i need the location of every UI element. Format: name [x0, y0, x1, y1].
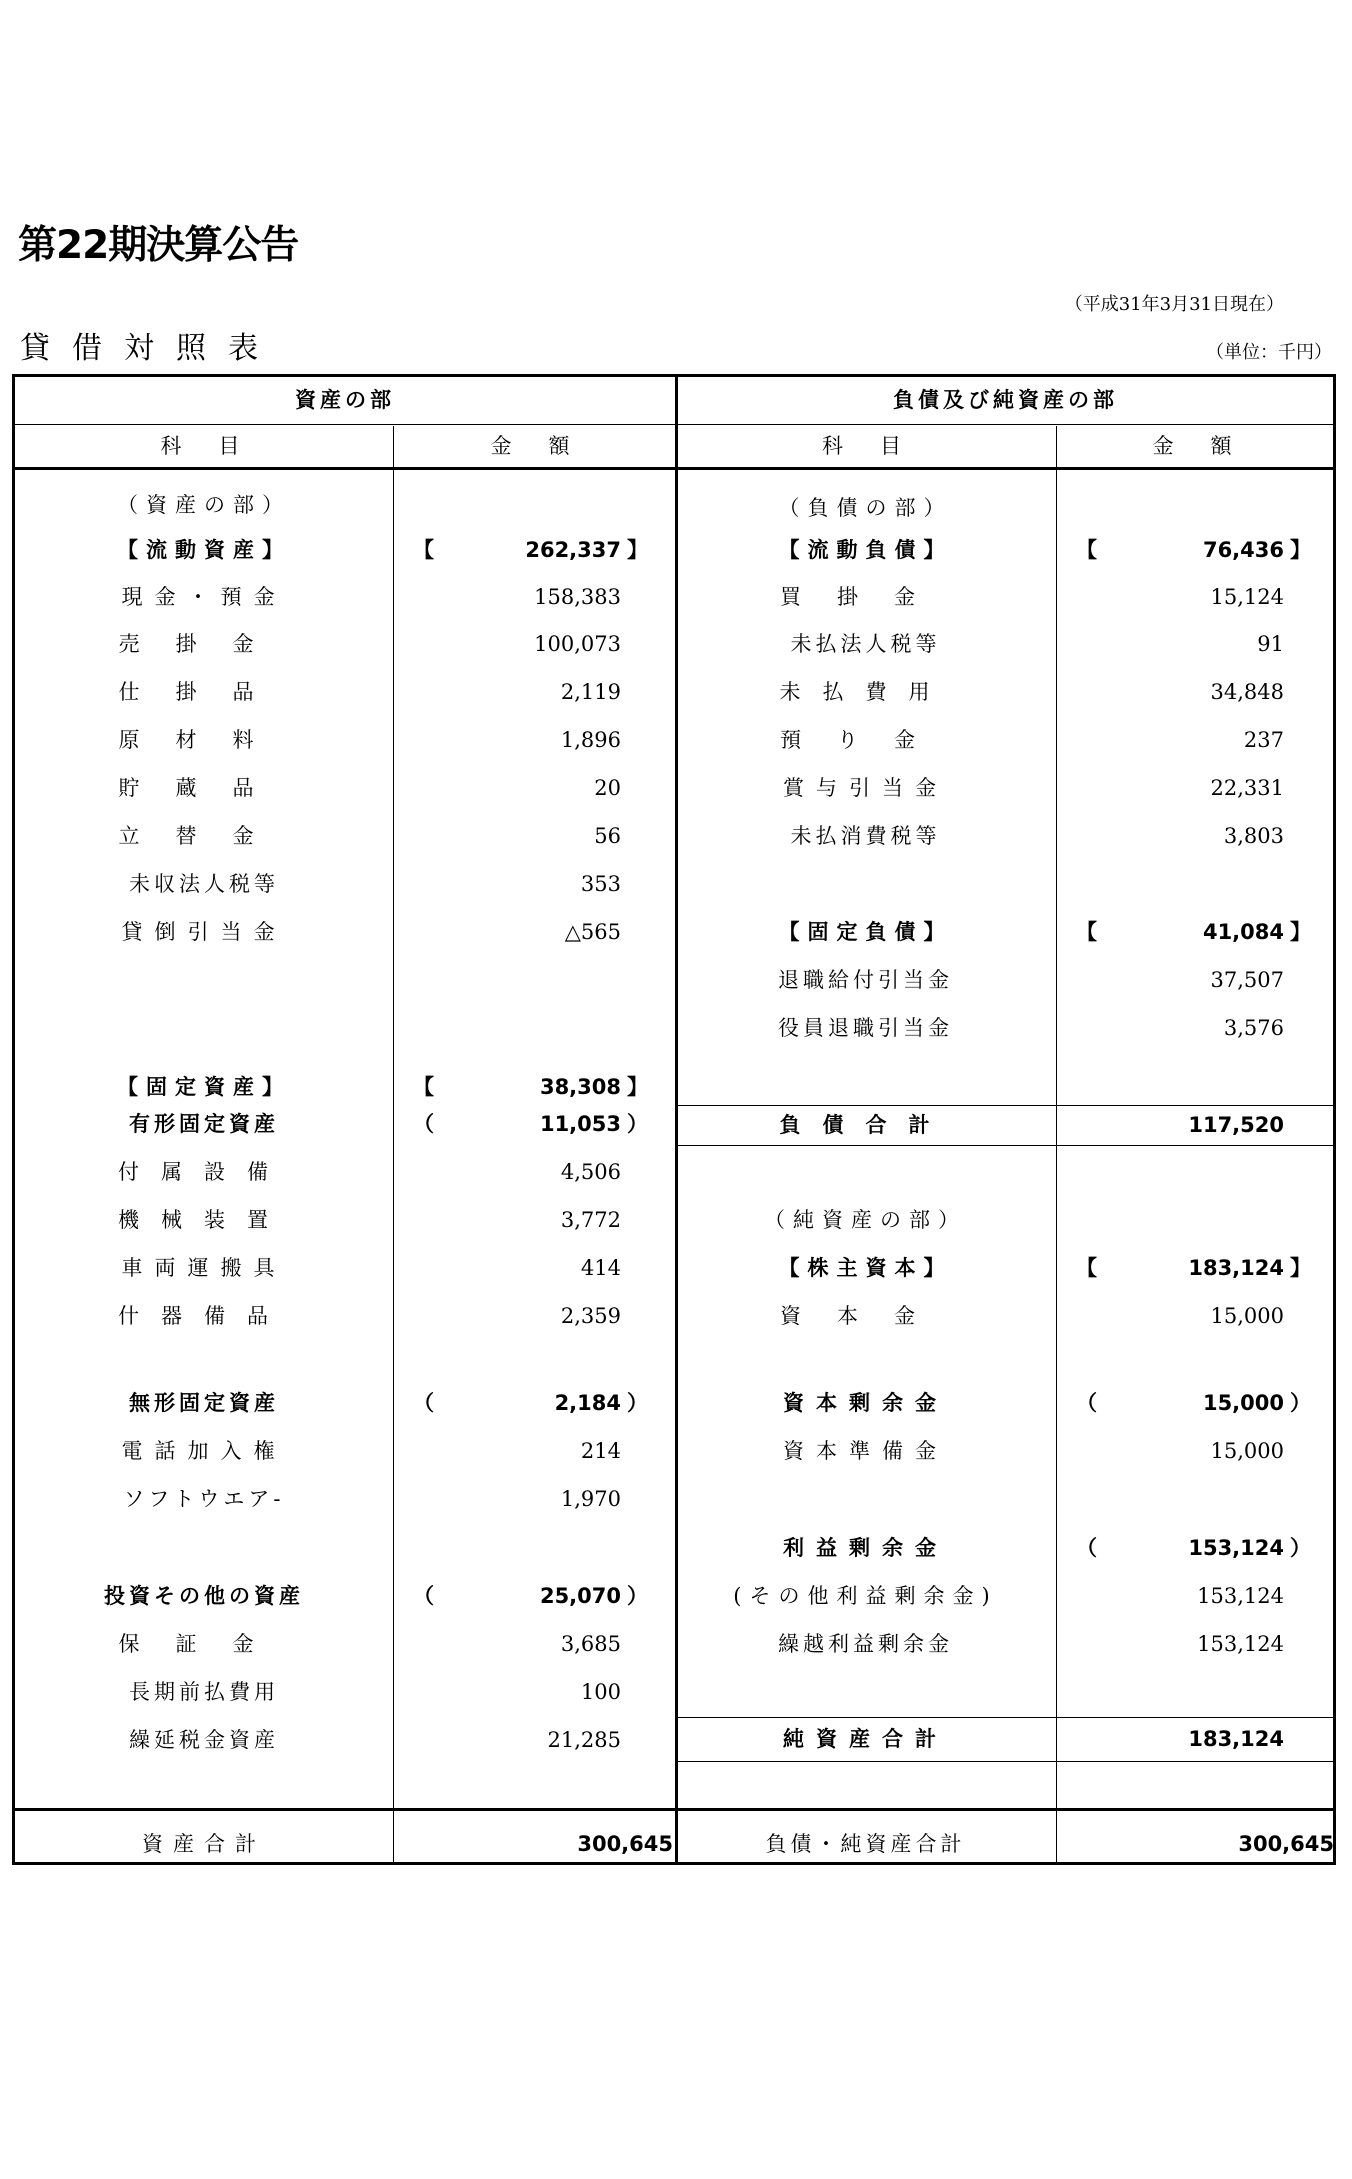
right-row-bracket-close: 】 — [1290, 1256, 1311, 1280]
right-row-bracket-open: （ — [1076, 1536, 1097, 1560]
total-liab-equity-value: 300,645 — [1238, 1832, 1334, 1856]
right-row-value: 41,084 — [1202, 920, 1284, 944]
right-row-value: 3,576 — [1223, 1016, 1284, 1040]
left-row-label: 付属設備 — [118, 1160, 290, 1184]
left-row-value: 38,308 — [539, 1075, 621, 1099]
liabilities-section-header: 負債及び純資産の部 — [893, 388, 1118, 412]
left-row-label: 【流動資産】 — [117, 538, 291, 562]
left-row-label: 投資その他の資産 — [104, 1584, 304, 1608]
balance-sheet-table — [12, 374, 1336, 1865]
left-row-bracket-close: ） — [627, 1584, 648, 1608]
right-row-value: 153,124 — [1188, 1536, 1284, 1560]
left-row-label: 電話加入権 — [121, 1439, 287, 1463]
right-row-value: 153,124 — [1197, 1632, 1284, 1656]
left-row-value: 2,359 — [560, 1304, 621, 1328]
left-row-label: 機械装置 — [118, 1208, 290, 1232]
left-row-label: 保証金 — [118, 1632, 290, 1656]
left-row-value: 25,070 — [539, 1584, 621, 1608]
right-row-label: 退職給付引当金 — [778, 968, 953, 992]
left-row-value: 262,337 — [525, 538, 621, 562]
right-row-label: 【株主資本】 — [778, 1256, 953, 1280]
left-row-label: 車両運搬具 — [121, 1256, 287, 1280]
right-row-bracket-close: 】 — [1290, 920, 1311, 944]
left-row-label: 未収法人税等 — [129, 872, 279, 896]
right-row-bracket-open: 【 — [1076, 538, 1097, 562]
right-row-label: (その他利益剰余金) — [733, 1584, 998, 1608]
right-row-label: 【固定負債】 — [778, 920, 953, 944]
right-row-label: 繰越利益剰余金 — [778, 1632, 953, 1656]
right-row-value: 15,000 — [1202, 1391, 1284, 1415]
right-row-label: 預り金 — [780, 728, 951, 752]
left-row-label: 貸倒引当金 — [121, 920, 287, 944]
right-row-label: 純資産合計 — [783, 1727, 948, 1751]
right-row-value: 76,436 — [1202, 538, 1284, 562]
right-row-bracket-close: ） — [1290, 1536, 1311, 1560]
left-row-value: 1,970 — [560, 1487, 621, 1511]
right-row-value: 91 — [1257, 632, 1284, 656]
right-row-bracket-close: ） — [1290, 1391, 1311, 1415]
left-row-bracket-open: 【 — [413, 538, 434, 562]
right-amount-header: 金 額 — [1152, 434, 1240, 458]
left-row-value: 20 — [594, 776, 621, 800]
right-row-bracket-open: 【 — [1076, 920, 1097, 944]
total-liab-equity-label: 負債・純資産合計 — [765, 1832, 966, 1856]
left-row-bracket-close: 】 — [627, 538, 648, 562]
right-row-value: 183,124 — [1188, 1256, 1284, 1280]
left-row-bracket-close: ） — [627, 1391, 648, 1415]
left-row-bracket-close: ） — [627, 1112, 648, 1136]
left-row-label: 現金・預金 — [121, 585, 287, 609]
left-row-label: 長期前払費用 — [129, 1680, 279, 1704]
right-row-label: （純資産の部） — [764, 1208, 967, 1232]
total-assets-label: 資産合計 — [142, 1832, 266, 1856]
right-row-bracket-open: （ — [1076, 1391, 1097, 1415]
assets-section-header: 資産の部 — [295, 388, 395, 412]
right-row-value: 15,000 — [1210, 1439, 1284, 1463]
right-row-label: 負債合計 — [779, 1113, 952, 1137]
right-row-label: 【流動負債】 — [778, 538, 953, 562]
left-row-value: 1,896 — [560, 728, 621, 752]
left-row-bracket-open: 【 — [413, 1075, 434, 1099]
right-row-value: 15,000 — [1210, 1304, 1284, 1328]
right-row-value: 183,124 — [1188, 1727, 1284, 1751]
total-assets-value: 300,645 — [577, 1832, 673, 1856]
right-row-value: 3,803 — [1223, 824, 1284, 848]
left-row-label: 売掛金 — [118, 632, 290, 656]
left-row-label: 什器備品 — [118, 1304, 290, 1328]
left-row-value: 4,506 — [560, 1160, 621, 1184]
left-row-value: 414 — [580, 1256, 621, 1280]
right-row-value: 15,124 — [1210, 585, 1284, 609]
left-row-value: 100 — [580, 1680, 621, 1704]
left-row-value: 11,053 — [539, 1112, 621, 1136]
left-row-label: 【固定資産】 — [117, 1075, 291, 1099]
right-row-bracket-close: 】 — [1290, 538, 1311, 562]
right-row-value: 117,520 — [1188, 1113, 1284, 1137]
right-row-label: （負債の部） — [778, 496, 953, 520]
left-row-value: 158,383 — [534, 585, 621, 609]
right-row-label: 資本準備金 — [783, 1439, 948, 1463]
left-row-label: 有形固定資産 — [129, 1112, 279, 1136]
left-row-value: 2,184 — [554, 1391, 621, 1415]
document-subtitle: 貸借対照表 — [20, 331, 280, 366]
left-row-value: 56 — [594, 824, 621, 848]
left-row-label: 立替金 — [118, 824, 290, 848]
left-row-value: 100,073 — [534, 632, 621, 656]
left-row-bracket-open: （ — [413, 1584, 434, 1608]
right-row-bracket-open: 【 — [1076, 1256, 1097, 1280]
right-row-label: 未払費用 — [779, 680, 952, 704]
date-note: （平成31年3月31日現在） — [1064, 294, 1284, 315]
right-row-label: 資本剰余金 — [783, 1391, 948, 1415]
right-row-label: 資本金 — [780, 1304, 951, 1328]
right-row-value: 22,331 — [1210, 776, 1284, 800]
left-item-header: 科 目 — [160, 434, 248, 458]
left-row-bracket-open: （ — [413, 1112, 434, 1136]
left-row-label: 貯蔵品 — [118, 776, 290, 800]
left-row-value: 353 — [580, 872, 621, 896]
left-row-label: ソフトウエア- — [123, 1487, 285, 1511]
page-title: 第22期決算公告 — [18, 223, 299, 268]
unit-note: （単位：千円） — [1206, 342, 1332, 363]
right-row-value: 37,507 — [1210, 968, 1284, 992]
left-row-value: 21,285 — [547, 1728, 621, 1752]
left-row-label: 無形固定資産 — [129, 1391, 279, 1415]
right-row-label: 買掛金 — [780, 585, 951, 609]
left-row-value: 3,685 — [560, 1632, 621, 1656]
right-row-value: 237 — [1243, 728, 1284, 752]
left-row-bracket-close: 】 — [627, 1075, 648, 1099]
left-row-bracket-open: （ — [413, 1391, 434, 1415]
left-row-label: 繰延税金資産 — [129, 1728, 279, 1752]
right-row-value: 153,124 — [1197, 1584, 1284, 1608]
left-row-value: 3,772 — [560, 1208, 621, 1232]
left-row-label: 仕掛品 — [118, 680, 290, 704]
right-row-label: 未払法人税等 — [790, 632, 941, 656]
left-amount-header: 金 額 — [490, 434, 578, 458]
right-row-label: 賞与引当金 — [783, 776, 948, 800]
right-row-label: 利益剰余金 — [783, 1536, 948, 1560]
left-row-label: 原材料 — [118, 728, 290, 752]
right-row-label: 役員退職引当金 — [778, 1016, 953, 1040]
left-row-value: 2,119 — [560, 680, 621, 704]
right-row-value: 34,848 — [1210, 680, 1284, 704]
left-row-value: 214 — [580, 1439, 621, 1463]
right-row-label: 未払消費税等 — [790, 824, 941, 848]
left-row-value: △565 — [564, 920, 621, 944]
left-row-label: （資産の部） — [117, 493, 291, 517]
right-item-header: 科 目 — [822, 434, 909, 458]
